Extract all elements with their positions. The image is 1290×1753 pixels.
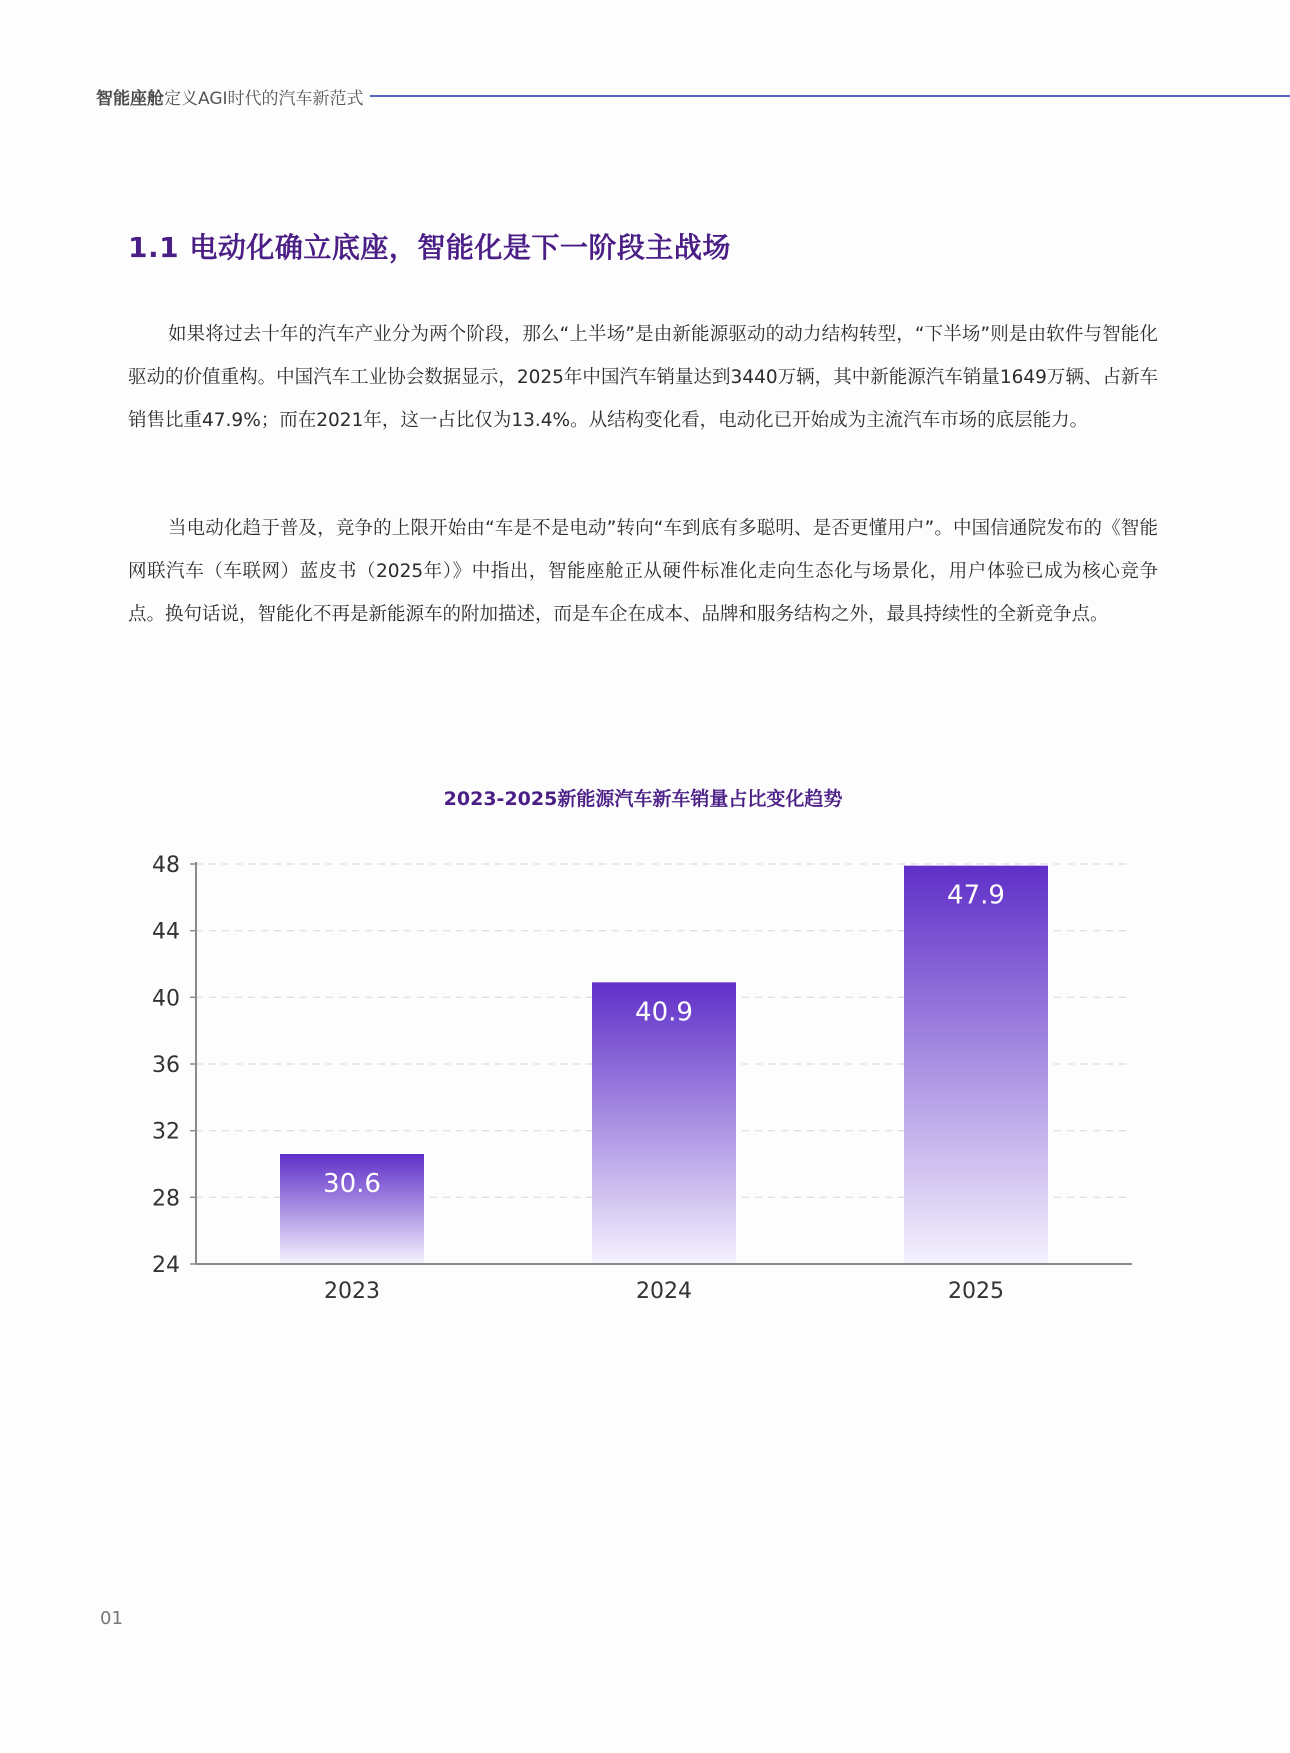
running-header <box>96 84 1290 108</box>
header-brand: 智能座舱 <box>96 88 164 109</box>
header-rule <box>370 95 1290 97</box>
y-tick-label: 24 <box>152 1253 180 1278</box>
y-tick-label: 32 <box>152 1119 180 1145</box>
y-tick-label: 40 <box>152 986 180 1012</box>
y-tick-label: 36 <box>152 1053 180 1078</box>
x-tick-label: 2024 <box>636 1279 692 1304</box>
data-label: 40.9 <box>635 997 693 1028</box>
body-paragraph-1: 如果将过去十年的汽车产业分为两个阶段，那么“上半场”是由新能源驱动的动力结构转型，“下半场”则是由软件与智能化驱动的价值重构。中国汽车工业协会数据显示，2025年中国汽车销量达到3440万辆，其中新能源汽车销量1649万辆、占新车销售比重47.9%；而在2021年，这一占比仅为13.4%。从结构变化看，电动化已开始成为主流汽车市场的底层能力。 <box>128 324 1158 431</box>
bar-chart <box>120 838 1140 1318</box>
header-subtitle: 定义AGI时代的汽车新范式 <box>164 88 364 109</box>
x-tick-label: 2025 <box>948 1279 1004 1304</box>
data-label: 47.9 <box>947 880 1005 911</box>
bar-2025 <box>904 866 1048 1263</box>
x-tick-label: 2023 <box>324 1279 380 1304</box>
chart-title: 2023-2025新能源汽车新车销量占比变化趋势 <box>443 788 843 810</box>
body-paragraph-2: 当电动化趋于普及，竞争的上限开始由“车是不是电动”转向“车到底有多聪明、是否更懂用户”。中国信通院发布的《智能网联汽车（车联网）蓝皮书（2025年）》中指出，智能座舱正从硬件标准化走向生态化与场景化，用户体验已成为核心竞争点。换句话说，智能化不再是新能源车的附加描述，而是车企在成本、品牌和服务结构之外，最具持续性的全新竞争点。 <box>128 518 1158 625</box>
y-tick-label: 28 <box>152 1186 180 1212</box>
y-tick-label: 44 <box>152 919 180 945</box>
y-tick-label: 48 <box>152 853 180 878</box>
data-label: 30.6 <box>323 1169 381 1199</box>
page-number: 01 <box>100 1608 123 1629</box>
section-title: 1.1 电动化确立底座，智能化是下一阶段主战场 <box>128 231 731 264</box>
